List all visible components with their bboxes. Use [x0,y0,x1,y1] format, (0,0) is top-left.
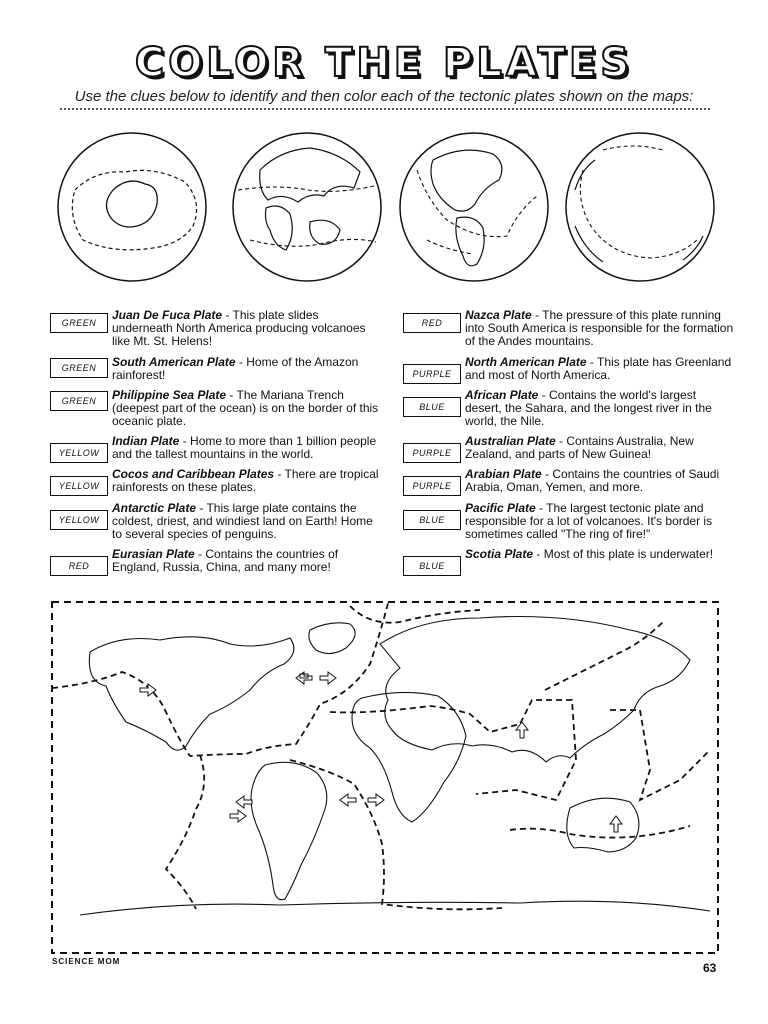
plate-name: North American Plate [465,355,587,369]
color-box: BLUE [403,510,461,530]
plate-name: Juan De Fuca Plate [112,308,223,322]
color-box: YELLOW [50,443,108,463]
arrow-icon [320,672,336,684]
clue-pacific [403,502,733,542]
globe-pacific [563,130,717,284]
clue-juan-de-fuca [50,309,380,349]
plate-name: Eurasian Plate [112,547,195,561]
clue-text [112,309,382,348]
clue-text [465,309,735,348]
clue-antarctic [50,502,380,542]
clue-cocos-caribbean [50,468,380,496]
brand-logo: SCIENCE MOM [52,957,121,966]
clue-text [465,548,735,561]
color-box: RED [403,313,461,333]
color-box: GREEN [50,313,108,333]
color-box: PURPLE [403,364,461,384]
plate-name: Pacific Plate [465,501,536,515]
plate-description: - This plate has Greenland and most of North America. [465,355,732,382]
arrow-icon [610,816,622,832]
color-box: YELLOW [50,510,108,530]
title-wrap [0,40,768,86]
plate-description: - The largest tectonic plate and responsible for a lot of volcanoes. It's border is sometimes called "The ring of fire!" [465,501,713,541]
dotted-divider [60,108,710,110]
plate-name: Philippine Sea Plate [112,388,227,402]
globe-antarctica [55,130,209,284]
clue-african [403,389,733,429]
page-number: 63 [703,961,717,975]
clue-text [465,356,735,382]
clue-text [465,502,735,541]
plate-name: Nazca Plate [465,308,532,322]
clue-eurasian [50,548,380,576]
plate-name: Antarctic Plate [112,501,197,515]
plate-description: - The Mariana Trench (deepest part of the ocean) is on the border of this oceanic plate. [112,388,379,428]
plate-description: - This plate slides underneath North America producing volcanoes like Mt. St. Helens! [112,308,366,348]
instructions: Use the clues below to identify and then color each of the tectonic plates shown on the maps: [74,88,694,105]
movement-arrows [140,672,622,832]
clue-text [465,435,735,461]
plate-description: - Contains Australia, New Zealand, and parts of New Guinea! [465,434,694,461]
world-plate-map [50,600,720,955]
color-box: RED [50,556,108,576]
plate-boundaries [52,600,710,909]
clue-text [112,502,382,541]
plate-description: - There are tropical rainforests on these plates. [112,467,379,494]
continent-outlines [80,617,710,916]
plate-description: - Contains the world's largest desert, the Sahara, and the longest river in the world, the Nile. [465,388,712,428]
arrow-icon [516,722,528,738]
clue-text [112,356,382,382]
plate-name: Arabian Plate [465,467,542,481]
plate-description: - Home of the Amazon rainforest! [112,355,359,382]
clue-indian [50,435,380,463]
color-box: GREEN [50,358,108,378]
plate-description: - Contains the countries of England, Russia, China, and many more! [112,547,339,574]
clue-text [465,468,735,494]
arrow-icon [296,672,312,684]
clue-arabian [403,468,733,496]
clue-australian [403,435,733,463]
arrow-icon [340,794,356,806]
plate-name: Scotia Plate [465,547,534,561]
plate-name: Indian Plate [112,434,180,448]
globe-eurasia [230,130,384,284]
arrow-icon [140,684,156,696]
color-box: GREEN [50,391,108,411]
clue-south-american [50,356,380,384]
color-box: PURPLE [403,443,461,463]
plate-description: - This large plate contains the coldest, driest, and windiest land on Earth! Home to several species of penguins. [112,501,373,541]
color-box: YELLOW [50,476,108,496]
clue-scotia [403,548,733,576]
clue-nazca [403,309,733,349]
plate-name: Australian Plate [465,434,556,448]
clue-text [465,389,735,428]
plate-description: - Contains the countries of Saudi Arabia, Oman, Yemen, and more. [465,467,720,494]
plate-description: - Most of this plate is underwater! [533,547,714,561]
plate-description: - Home to more than 1 billion people and the tallest mountains in the world. [112,434,377,461]
globe-americas [397,130,551,284]
plate-description: - The pressure of this plate running into South America is responsible for the formation of the Andes mountains. [465,308,734,348]
clue-text [112,548,382,574]
clue-text [112,435,382,461]
clue-text [112,389,382,428]
clue-philippine-sea [50,389,380,429]
page-title: COLOR THE PLATES [134,40,634,86]
arrow-icon [236,796,252,808]
color-box: BLUE [403,397,461,417]
arrow-icon [230,810,246,822]
plate-name: African Plate [465,388,539,402]
color-box: BLUE [403,556,461,576]
plate-name: Cocos and Caribbean Plates [112,467,275,481]
clue-text [112,468,382,494]
plate-name: South American Plate [112,355,236,369]
arrow-icon [368,794,384,806]
color-box: PURPLE [403,476,461,496]
clue-north-american [403,356,733,384]
